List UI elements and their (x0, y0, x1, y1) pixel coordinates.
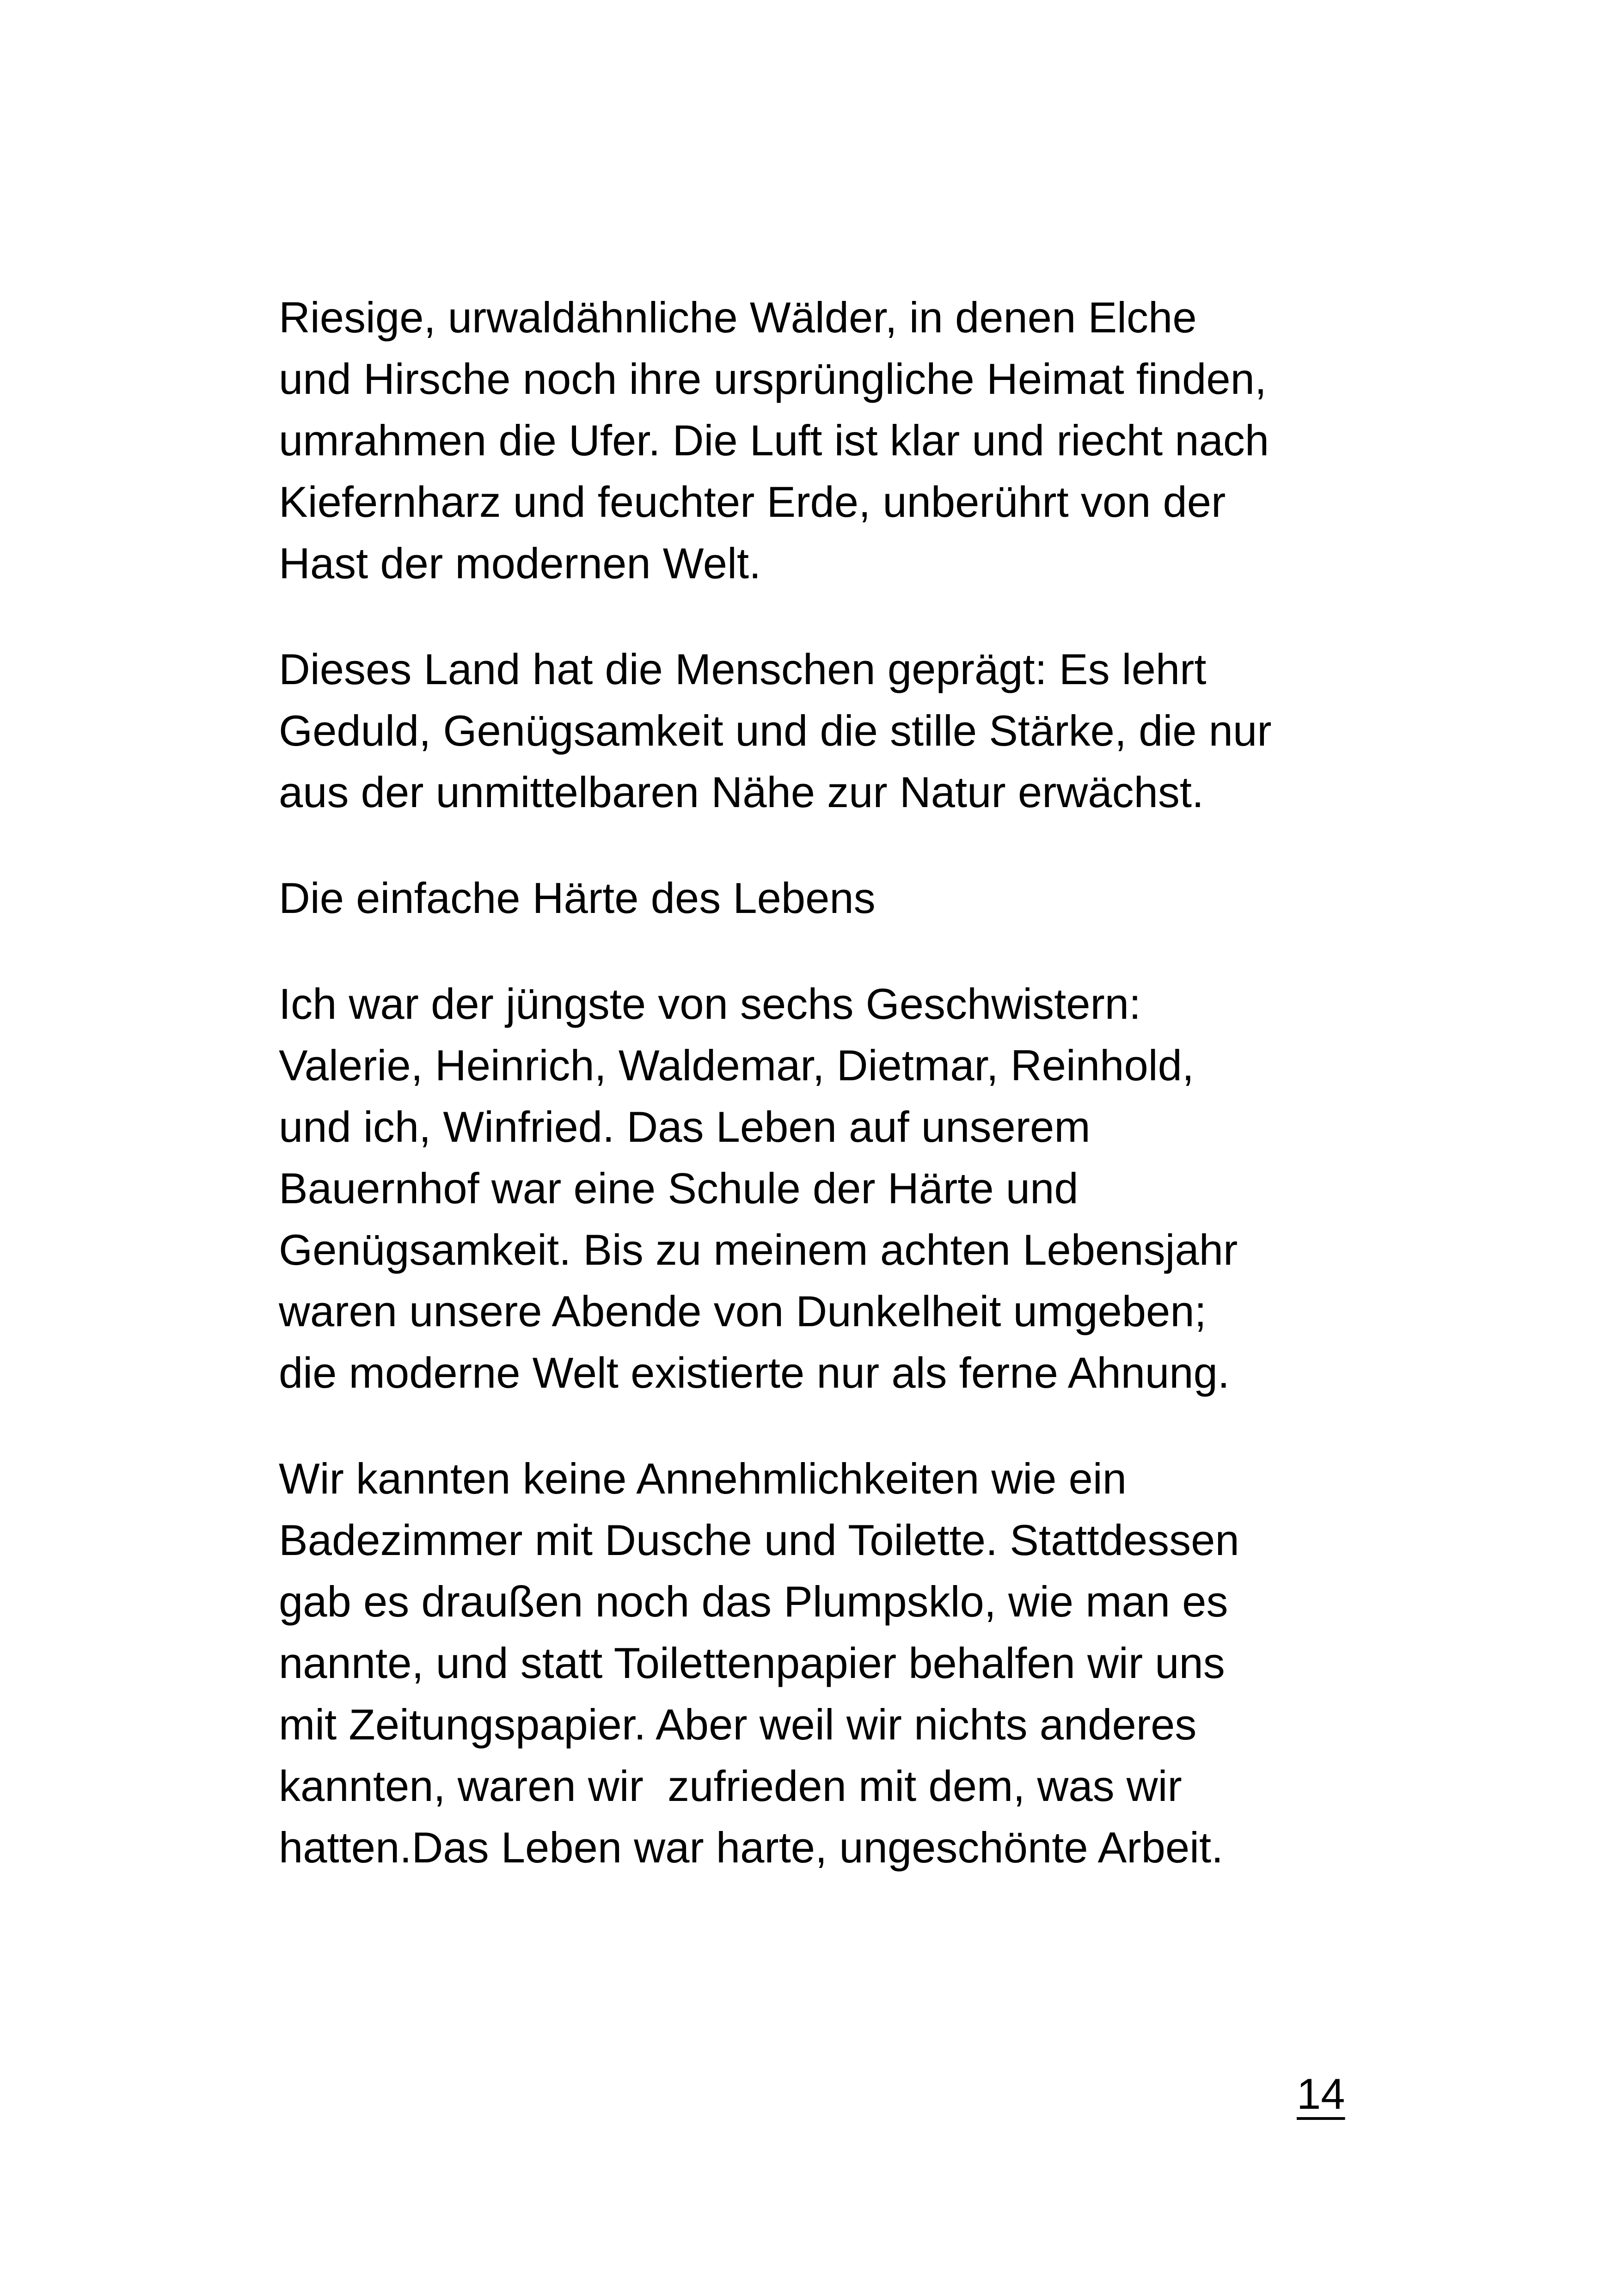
text-line: Genügsamkeit. Bis zu meinem achten Lebensjahr (279, 1225, 1238, 1274)
text-line: Dieses Land hat die Menschen geprägt: Es lehrt (279, 645, 1207, 693)
text-line: Kiefernharz und feuchter Erde, unberührt von der (279, 478, 1226, 526)
text-line: Riesige, urwaldähnliche Wälder, in denen Elche (279, 293, 1197, 342)
paragraph-land (279, 638, 1356, 823)
text-line: die moderne Welt existierte nur als ferne Ahnung. (279, 1348, 1230, 1397)
text-line: hatten.Das Leben war harte, ungeschönte Arbeit. (279, 1823, 1224, 1872)
text-line: umrahmen die Ufer. Die Luft ist klar und riecht nach (279, 416, 1269, 465)
text-line: mit Zeitungspapier. Aber weil wir nichts anderes (279, 1700, 1197, 1749)
paragraph-comforts (279, 1448, 1356, 1878)
paragraph-siblings (279, 973, 1356, 1403)
page-number: 14 (1297, 2069, 1345, 2118)
body-text (279, 287, 1356, 1923)
text-line: Wir kannten keine Annehmlichkeiten wie ein (279, 1454, 1127, 1503)
text-line: und ich, Winfried. Das Leben auf unserem (279, 1102, 1091, 1151)
text-line: Ich war der jüngste von sechs Geschwistern: (279, 980, 1141, 1028)
text-line: Hast der modernen Welt. (279, 539, 761, 588)
text-line: Badezimmer mit Dusche und Toilette. Stattdessen (279, 1516, 1239, 1564)
text-line: Bauernhof war eine Schule der Härte und (279, 1164, 1079, 1212)
text-line: kannten, waren wir zufrieden mit dem, was wir (279, 1762, 1182, 1810)
paragraph-forests (279, 287, 1356, 594)
section-heading-text: Die einfache Härte des Lebens (279, 874, 876, 922)
text-line: waren unsere Abende von Dunkelheit umgeben; (279, 1287, 1207, 1335)
text-line: aus der unmittelbaren Nähe zur Natur erwächst. (279, 768, 1204, 816)
text-line: nannte, und statt Toilettenpapier behalfen wir uns (279, 1639, 1225, 1687)
text-line: Geduld, Genügsamkeit und die stille Stärke, die nur (279, 706, 1272, 755)
text-line: und Hirsche noch ihre ursprüngliche Heimat finden, (279, 355, 1267, 403)
text-line: gab es draußen noch das Plumpsklo, wie man es (279, 1577, 1228, 1626)
section-heading (279, 867, 1356, 929)
text-line: Valerie, Heinrich, Waldemar, Dietmar, Reinhold, (279, 1041, 1195, 1090)
